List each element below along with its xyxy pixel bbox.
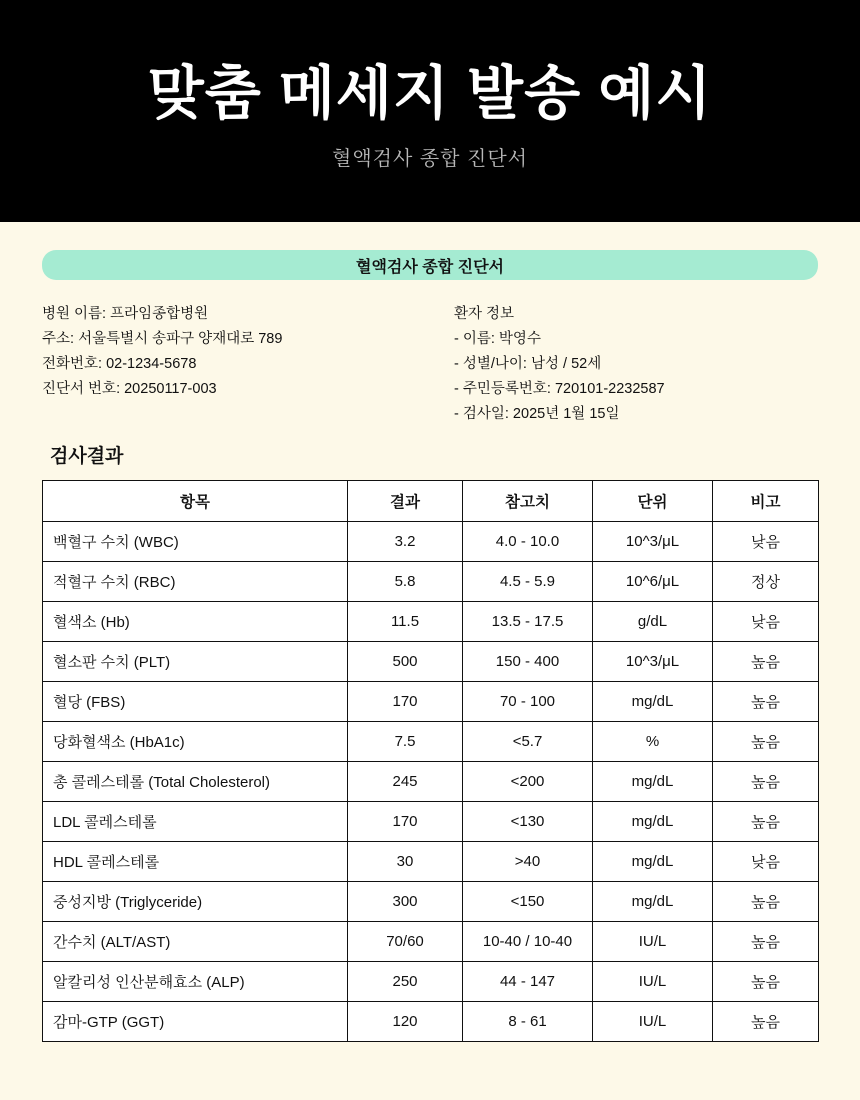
banner-title: 맞춤 메세지 발송 예시	[147, 61, 713, 127]
table-row	[43, 1001, 819, 1041]
cell-item: 혈소판 수치 (PLT)	[43, 641, 348, 681]
table-row	[43, 641, 819, 681]
table-row	[43, 561, 819, 601]
cell-note: 정상	[713, 561, 819, 601]
cell-result: 30	[348, 841, 463, 881]
cell-note: 높음	[713, 881, 819, 921]
column-header-note: 비고	[713, 480, 819, 521]
cell-unit: %	[593, 721, 713, 761]
cell-note: 높음	[713, 961, 819, 1001]
hospital-address: 주소: 서울특별시 송파구 양재대로 789	[42, 330, 283, 347]
document-title: 혈액검사 종합 진단서	[356, 258, 504, 276]
cell-result: 120	[348, 1001, 463, 1041]
results-heading: 검사결과	[50, 445, 124, 467]
cell-note: 높음	[713, 641, 819, 681]
header-banner	[0, 0, 860, 222]
cell-reference: >40	[463, 841, 593, 881]
cell-item: 당화혈색소 (HbA1c)	[43, 721, 348, 761]
column-header-reference: 참고치	[463, 480, 593, 521]
table-row	[43, 761, 819, 801]
info-section	[42, 302, 818, 427]
cell-note: 낮음	[713, 601, 819, 641]
results-table	[42, 480, 819, 1042]
banner-subtitle: 혈액검사 종합 진단서	[332, 147, 528, 170]
patient-info-heading: 환자 정보	[454, 306, 515, 322]
cell-item: 혈당 (FBS)	[43, 681, 348, 721]
cell-note: 낮음	[713, 521, 819, 561]
cell-note: 높음	[713, 721, 819, 761]
cell-result: 250	[348, 961, 463, 1001]
table-row	[43, 681, 819, 721]
patient-test-date: - 검사일: 2025년 1월 15일	[454, 405, 620, 422]
cell-note: 낮음	[713, 841, 819, 881]
cell-unit: mg/dL	[593, 881, 713, 921]
cell-unit: IU/L	[593, 961, 713, 1001]
hospital-info	[42, 302, 454, 427]
cell-reference: 4.0 - 10.0	[463, 521, 593, 561]
cell-note: 높음	[713, 681, 819, 721]
cell-reference: 10-40 / 10-40	[463, 921, 593, 961]
cell-reference: 4.5 - 5.9	[463, 561, 593, 601]
cell-result: 170	[348, 681, 463, 721]
cell-result: 3.2	[348, 521, 463, 561]
column-header-result: 결과	[348, 480, 463, 521]
cell-item: 혈색소 (Hb)	[43, 601, 348, 641]
cell-reference: <200	[463, 761, 593, 801]
cell-item: 백혈구 수치 (WBC)	[43, 521, 348, 561]
cell-note: 높음	[713, 1001, 819, 1041]
cell-unit: IU/L	[593, 921, 713, 961]
patient-info	[454, 302, 818, 427]
patient-sex-age: - 성별/나이: 남성 / 52세	[454, 355, 602, 372]
cell-note: 높음	[713, 921, 819, 961]
cell-item: 적혈구 수치 (RBC)	[43, 561, 348, 601]
cell-unit: IU/L	[593, 1001, 713, 1041]
table-row	[43, 841, 819, 881]
report-number: 진단서 번호: 20250117-003	[42, 380, 217, 397]
cell-unit: mg/dL	[593, 761, 713, 801]
cell-item: HDL 콜레스테롤	[43, 841, 348, 881]
results-table-body	[43, 521, 819, 1041]
cell-reference: <150	[463, 881, 593, 921]
cell-reference: 44 - 147	[463, 961, 593, 1001]
table-header-row	[43, 480, 819, 521]
cell-result: 11.5	[348, 601, 463, 641]
cell-unit: mg/dL	[593, 681, 713, 721]
cell-reference: 13.5 - 17.5	[463, 601, 593, 641]
hospital-phone: 전화번호: 02-1234-5678	[42, 355, 197, 372]
column-header-unit: 단위	[593, 480, 713, 521]
cell-reference: <5.7	[463, 721, 593, 761]
cell-result: 245	[348, 761, 463, 801]
cell-result: 300	[348, 881, 463, 921]
cell-result: 170	[348, 801, 463, 841]
cell-note: 높음	[713, 801, 819, 841]
cell-unit: 10^3/μL	[593, 641, 713, 681]
hospital-name: 병원 이름: 프라임종합병원	[42, 306, 209, 322]
patient-name: - 이름: 박영수	[454, 330, 541, 347]
cell-item: 알칼리성 인산분해효소 (ALP)	[43, 961, 348, 1001]
cell-unit: g/dL	[593, 601, 713, 641]
document-body	[0, 222, 860, 1042]
table-row	[43, 801, 819, 841]
column-header-item: 항목	[43, 480, 348, 521]
cell-item: 간수치 (ALT/AST)	[43, 921, 348, 961]
patient-rrn: - 주민등록번호: 720101-2232587	[454, 380, 665, 397]
table-row	[43, 921, 819, 961]
cell-reference: 150 - 400	[463, 641, 593, 681]
cell-unit: 10^6/μL	[593, 561, 713, 601]
cell-result: 5.8	[348, 561, 463, 601]
cell-reference: 70 - 100	[463, 681, 593, 721]
cell-unit: 10^3/μL	[593, 521, 713, 561]
cell-item: 감마-GTP (GGT)	[43, 1001, 348, 1041]
table-row	[43, 721, 819, 761]
table-row	[43, 961, 819, 1001]
cell-item: LDL 콜레스테롤	[43, 801, 348, 841]
table-row	[43, 881, 819, 921]
cell-result: 7.5	[348, 721, 463, 761]
cell-unit: mg/dL	[593, 841, 713, 881]
cell-note: 높음	[713, 761, 819, 801]
document-title-bar	[42, 250, 818, 280]
cell-result: 70/60	[348, 921, 463, 961]
cell-reference: <130	[463, 801, 593, 841]
cell-item: 중성지방 (Triglyceride)	[43, 881, 348, 921]
cell-reference: 8 - 61	[463, 1001, 593, 1041]
cell-result: 500	[348, 641, 463, 681]
cell-unit: mg/dL	[593, 801, 713, 841]
table-row	[43, 601, 819, 641]
cell-item: 총 콜레스테롤 (Total Cholesterol)	[43, 761, 348, 801]
table-row	[43, 521, 819, 561]
